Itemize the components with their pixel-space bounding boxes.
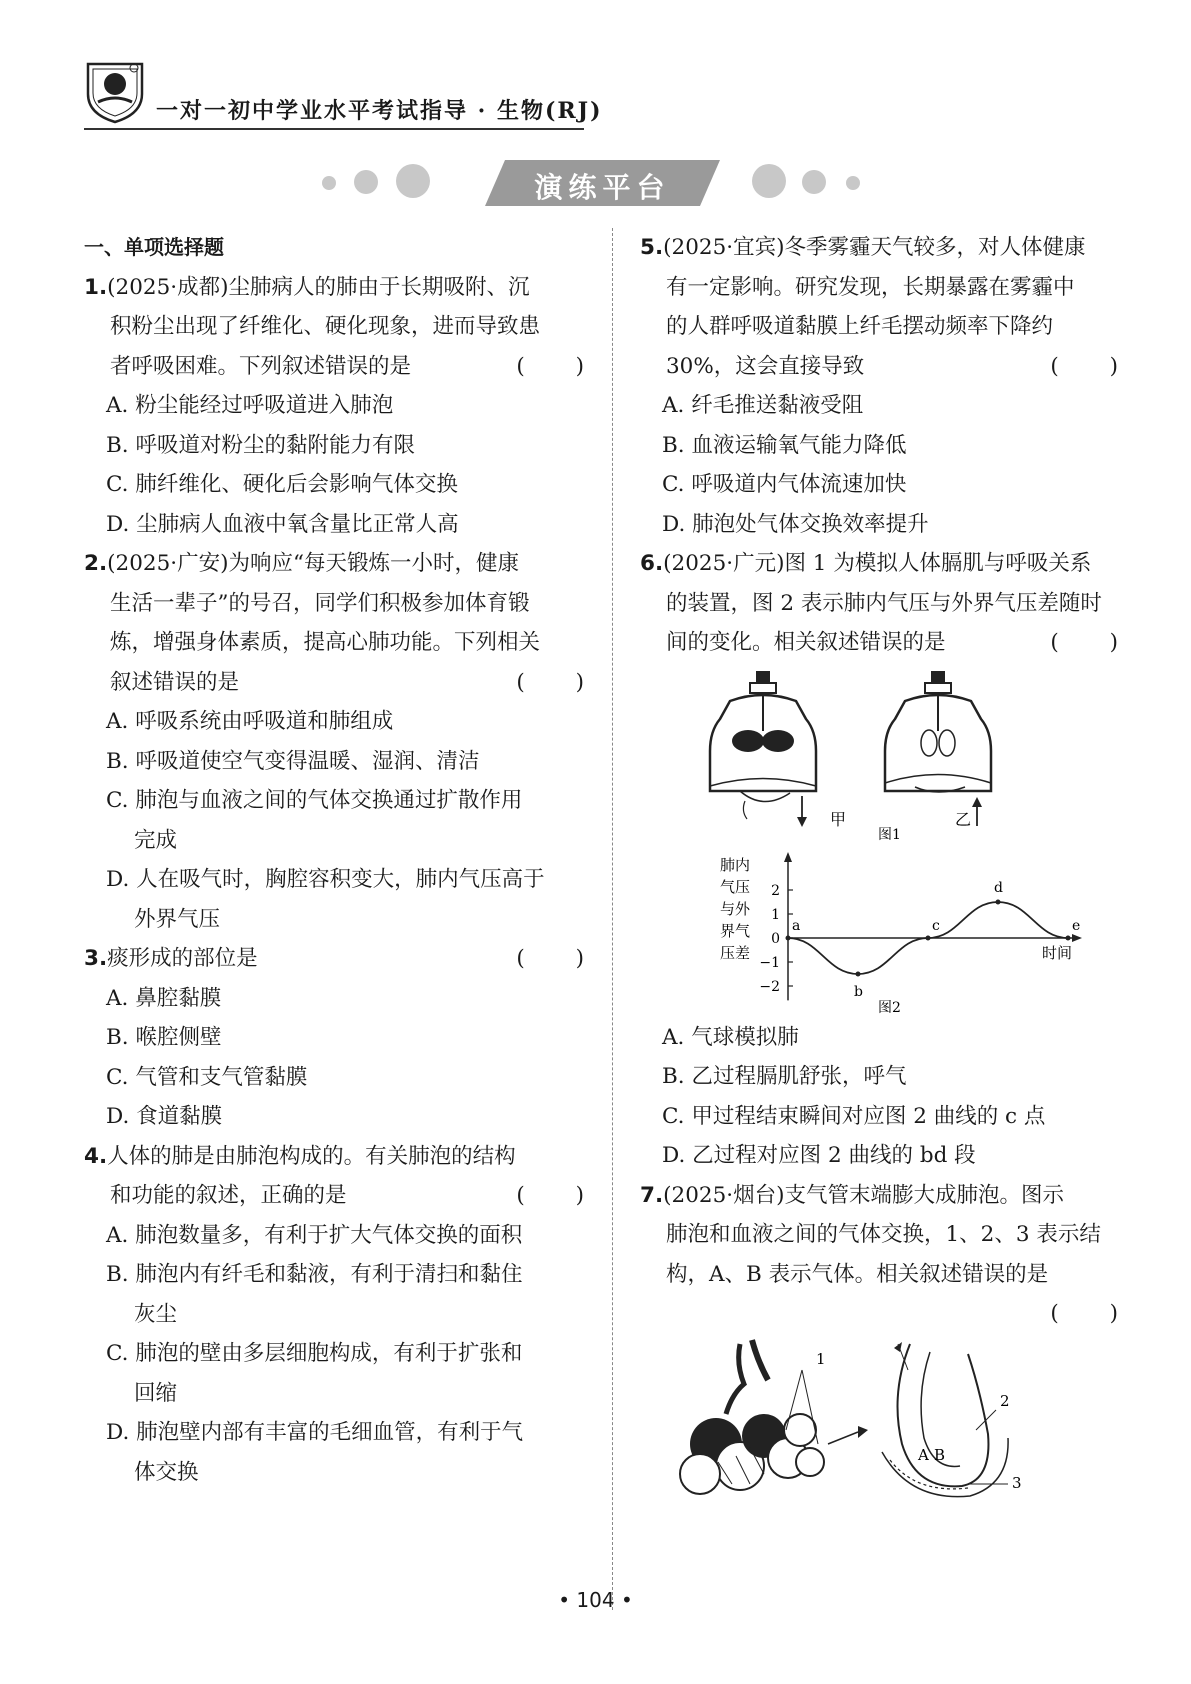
- point-label-b: b: [854, 983, 863, 1000]
- question-stem: 炼，增强身体素质，提高心肺功能。下列相关: [110, 630, 541, 655]
- answer-bracket[interactable]: ( ): [1050, 630, 1140, 655]
- answer-bracket[interactable]: ( ): [1050, 1301, 1140, 1326]
- point-label-d: d: [994, 879, 1003, 896]
- label-3: 3: [1012, 1473, 1022, 1492]
- page-dot-left: •: [558, 1588, 571, 1612]
- point-label-e: e: [1072, 917, 1081, 934]
- y-tick-label: 0: [771, 930, 780, 947]
- y-axis-label: [720, 856, 751, 962]
- question-number: 2.: [84, 551, 108, 576]
- option-c[interactable]: C. 肺泡的壁由多层细胞构成，有利于扩张和: [106, 1341, 523, 1366]
- option-c[interactable]: C. 甲过程结束瞬间对应图 2 曲线的 c 点: [662, 1103, 1046, 1129]
- option-a[interactable]: A. 肺泡数量多，有利于扩大气体交换的面积: [106, 1222, 523, 1248]
- option-c[interactable]: C. 肺泡与血液之间的气体交换通过扩散作用: [106, 788, 523, 813]
- question-number: 3.: [84, 946, 108, 971]
- question-stem: 有一定影响。研究发现，长期暴露在雾霾中: [666, 274, 1075, 300]
- x-axis-arrow: [1072, 934, 1082, 942]
- answer-bracket[interactable]: ( ): [516, 353, 606, 379]
- option-d[interactable]: D. 肺泡处气体交换效率提升: [662, 511, 929, 537]
- answer-bracket[interactable]: ( ): [516, 946, 606, 971]
- curve-points: [786, 880, 1081, 1000]
- question-stem: (2025·广安)为响应“每天锻炼一小时，健康: [107, 551, 519, 576]
- option-a[interactable]: A. 粉尘能经过呼吸道进入肺泡: [106, 393, 394, 418]
- figure-1-caption: 图1: [878, 826, 901, 843]
- page-number-value: 104: [576, 1588, 615, 1612]
- banner-dot: [752, 164, 786, 198]
- option-c[interactable]: C. 呼吸道内气体流速加快: [662, 472, 907, 497]
- column-divider: [612, 228, 613, 1610]
- y-tick-label: −1: [759, 954, 780, 971]
- question-stem: (2025·宜宾)冬季雾霾天气较多，对人体健康: [663, 235, 1086, 260]
- question-number: 7.: [640, 1182, 664, 1208]
- option-b[interactable]: B. 血液运输氧气能力降低: [662, 432, 907, 458]
- curve-point-c: [926, 935, 931, 940]
- option-d[interactable]: D. 肺泡壁内部有丰富的毛细血管，有利于气: [106, 1420, 524, 1445]
- page-number: [0, 1588, 1191, 1612]
- point-label-c: c: [932, 917, 940, 934]
- option-d-continued: 外界气压: [134, 906, 221, 932]
- question-stem: 30%，这会直接导致: [666, 353, 865, 379]
- answer-bracket[interactable]: ( ): [1050, 353, 1140, 379]
- curve-point-a: [786, 935, 791, 940]
- question-stem: 和功能的叙述，正确的是: [110, 1183, 347, 1208]
- question-1: [84, 268, 606, 545]
- y-axis-label-line: 气压: [720, 877, 751, 896]
- y-tick-label: −2: [759, 978, 780, 995]
- option-a[interactable]: A. 呼吸系统由呼吸道和肺组成: [106, 709, 394, 734]
- y-axis-label-line: 界气: [720, 921, 751, 940]
- question-number: 1.: [84, 274, 108, 300]
- question-2: [84, 544, 606, 939]
- question-4: [84, 1137, 606, 1493]
- banner-dot: [396, 164, 430, 198]
- question-stem: 积粉尘出现了纤维化、硬化现象，进而导致患: [110, 314, 541, 339]
- question-5: [640, 228, 1140, 544]
- option-d-continued: 体交换: [134, 1459, 199, 1485]
- question-stem: 的装置，图 2 表示肺内气压与外界气压差随时: [666, 590, 1102, 616]
- option-d[interactable]: D. 尘肺病人血液中氧含量比正常人高: [106, 511, 459, 537]
- y-tick-label: 1: [771, 906, 780, 923]
- option-a[interactable]: A. 鼻腔黏膜: [106, 985, 222, 1011]
- banner-dot: [846, 176, 860, 190]
- banner-title: 演练平台: [534, 171, 671, 204]
- option-c[interactable]: C. 气管和支气管黏膜: [106, 1064, 308, 1090]
- option-d[interactable]: D. 人在吸气时，胸腔容积变大，肺内气压高于: [106, 867, 545, 892]
- publisher-logo: [84, 58, 146, 124]
- left-column: [84, 228, 606, 1492]
- question-stem: 者呼吸困难。下列叙述错误的是: [110, 353, 412, 379]
- question-stem: 叙述错误的是: [110, 669, 240, 695]
- option-c-continued: 回缩: [134, 1380, 178, 1406]
- question-3: [84, 939, 606, 1137]
- y-axis-label-line: 与外: [720, 899, 751, 918]
- page-dot-right: •: [620, 1588, 633, 1612]
- option-a[interactable]: A. 纤毛推送黏液受阻: [662, 393, 864, 418]
- section-title: 一、单项选择题: [84, 235, 224, 259]
- question-stem: 的人群呼吸道黏膜上纤毛摆动频率下降约: [666, 314, 1054, 339]
- question-number: 6.: [640, 551, 664, 576]
- figure-1-bell-jar-model: [640, 663, 1120, 848]
- curve-point-e: [1066, 935, 1071, 940]
- x-axis-label: 时间: [1042, 943, 1073, 962]
- question-stem: 痰形成的部位是: [107, 946, 258, 971]
- option-a[interactable]: A. 气球模拟肺: [662, 1024, 799, 1050]
- question-number: 4.: [84, 1143, 108, 1169]
- book-title: 一对一初中学业水平考试指导 · 生物(RJ): [156, 98, 603, 124]
- section-banner: [340, 158, 860, 210]
- point-label-a: a: [792, 917, 801, 934]
- label-yi: 乙: [955, 809, 972, 829]
- figure-2-pressure-chart: [640, 848, 1120, 1018]
- label-gas-b: B: [934, 1445, 946, 1464]
- label-gas-a: A: [918, 1445, 929, 1464]
- banner-dot: [802, 170, 826, 194]
- question-stem: 构，A、B 表示气体。相关叙述错误的是: [666, 1261, 1049, 1287]
- question-stem: 肺泡和血液之间的气体交换，1、2、3 表示结: [666, 1222, 1101, 1247]
- curve-point-b: [856, 971, 861, 976]
- header-rule: [84, 128, 584, 130]
- option-b[interactable]: B. 呼吸道对粉尘的黏附能力有限: [106, 432, 415, 458]
- bell-jar-jia: [710, 671, 816, 827]
- option-c[interactable]: C. 肺纤维化、硬化后会影响气体交换: [106, 472, 458, 497]
- y-axis-label-line: 肺内: [720, 855, 751, 874]
- option-d[interactable]: D. 食道黏膜: [106, 1104, 223, 1129]
- option-b-continued: 灰尘: [134, 1301, 178, 1327]
- banner-dot: [354, 170, 378, 194]
- bell-jar-yi: [885, 671, 991, 826]
- label-2: 2: [1000, 1391, 1010, 1410]
- label-1: 1: [816, 1349, 826, 1368]
- option-b[interactable]: B. 肺泡内有纤毛和黏液，有利于清扫和黏住: [106, 1262, 523, 1287]
- question-stem: 生活一辈子”的号召，同学们积极参加体育锻: [110, 590, 530, 616]
- y-tick-label: 2: [771, 882, 780, 899]
- question-stem: 间的变化。相关叙述错误的是: [666, 630, 946, 655]
- question-stem: (2025·烟台)支气管末端膨大成肺泡。图示: [663, 1182, 1064, 1208]
- page-header: [84, 58, 603, 130]
- label-jia: 甲: [830, 809, 847, 829]
- question-7: [640, 1176, 1140, 1509]
- question-stem: (2025·广元)图 1 为模拟人体膈肌与呼吸关系: [663, 551, 1092, 576]
- option-b[interactable]: B. 喉腔侧壁: [106, 1025, 222, 1050]
- alveoli-cluster: [680, 1340, 824, 1494]
- banner-dot: [322, 176, 336, 190]
- alveolus-closeup: [882, 1342, 1008, 1497]
- question-number: 5.: [640, 235, 664, 260]
- option-b[interactable]: B. 乙过程膈肌舒张，呼气: [662, 1064, 907, 1089]
- question-stem: (2025·成都)尘肺病人的肺由于长期吸附、沉: [107, 274, 530, 300]
- y-axis-arrow: [784, 852, 792, 862]
- option-d[interactable]: D. 乙过程对应图 2 曲线的 bd 段: [662, 1143, 976, 1168]
- y-axis-label-line: 压差: [720, 943, 751, 962]
- curve-point-d: [996, 899, 1001, 904]
- figure-2-caption: 图2: [878, 999, 901, 1016]
- answer-bracket[interactable]: ( ): [516, 669, 606, 695]
- option-c-continued: 完成: [134, 827, 178, 853]
- answer-bracket[interactable]: ( ): [516, 1183, 606, 1208]
- option-b[interactable]: B. 呼吸道使空气变得温暖、湿润、清洁: [106, 748, 480, 774]
- figure-alveolus-gas-exchange: [640, 1334, 1120, 1509]
- question-6: [640, 544, 1140, 1176]
- right-column: [640, 228, 1140, 1509]
- question-stem: 人体的肺是由肺泡构成的。有关肺泡的结构: [107, 1143, 516, 1169]
